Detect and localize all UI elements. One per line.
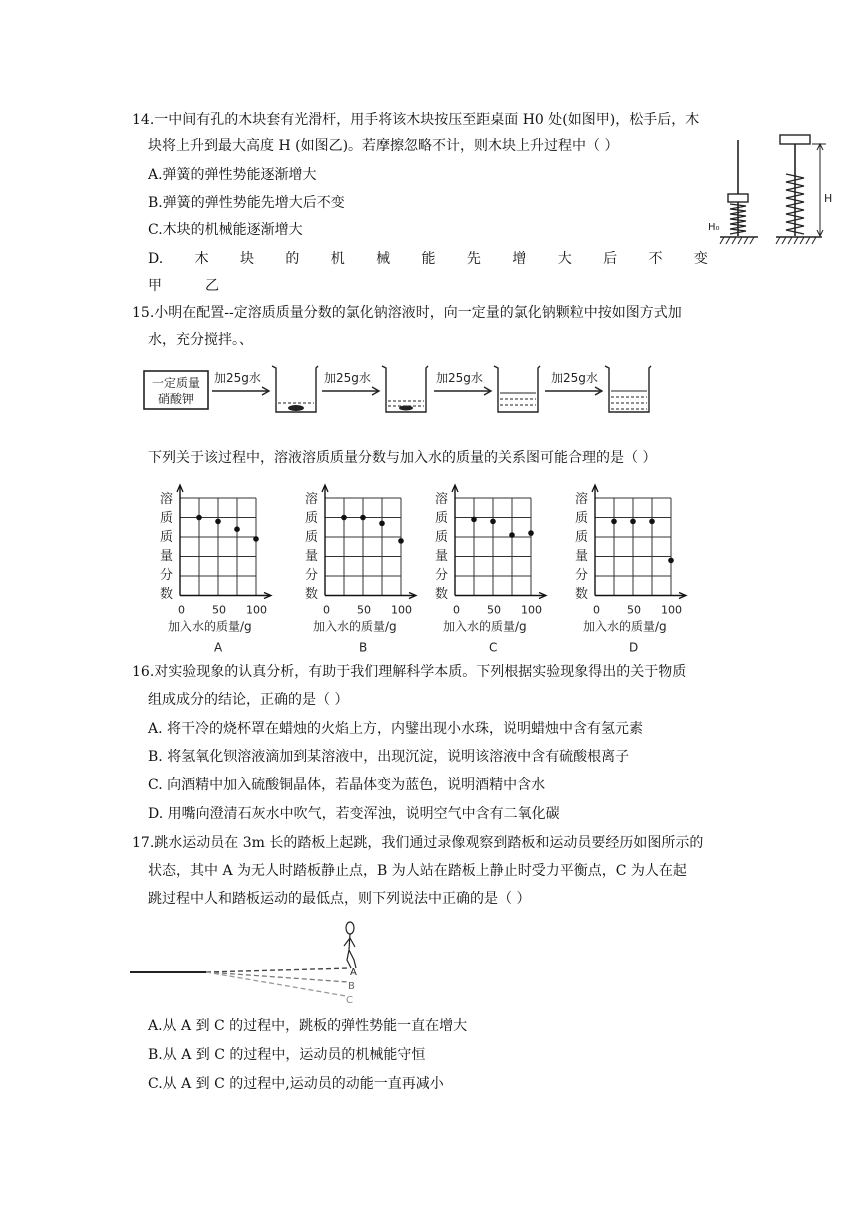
q15-question: 下列关于该过程中，溶液溶质质量分数与加入水的质量的关系图可能合理的是（ ） xyxy=(148,450,657,466)
q15-graph-dot xyxy=(215,519,221,525)
q15-graph-tick: 50 xyxy=(357,603,371,617)
q14-option-d-char: 械 xyxy=(376,251,391,267)
q15-graph-xlabel: 加入水的质量/g xyxy=(168,619,252,634)
q15-graph-tick: 0 xyxy=(178,603,185,617)
q15-graph-ylabel-char: 溶 xyxy=(305,492,319,507)
q15-graph-dot xyxy=(196,515,202,521)
q15-graph-ylabel-char: 质 xyxy=(435,511,449,526)
q15-graph-ylabel-char: 质 xyxy=(160,530,174,545)
q14-option-d-char: 木 xyxy=(194,251,209,267)
q17-point-a: A xyxy=(350,967,357,978)
q15-graph-ylabel-char: 质 xyxy=(575,511,589,526)
q15-graph-dot xyxy=(379,521,385,527)
q15-graph-dot xyxy=(668,558,674,564)
q16-stem-line1: 16.对实验现象的认真分析，有助于我们理解科学本质。下列根据实验现象得出的关于物质 xyxy=(132,664,687,680)
q14-spring-figure xyxy=(700,128,840,252)
q15-graph-d xyxy=(575,485,686,655)
q15-arrow-label-2: 加25g水 xyxy=(324,371,371,385)
q17-option-a: A.从 A 到 C 的过程中，跳板的弹性势能一直在增大 xyxy=(148,1018,468,1034)
q15-graph-ylabel-char: 质 xyxy=(575,530,589,545)
q15-graph-tick: 0 xyxy=(323,603,330,617)
q15-graph-dot xyxy=(630,519,636,525)
q15-graph-xlabel: 加入水的质量/g xyxy=(443,619,527,634)
q15-graph-letter: A xyxy=(214,640,223,655)
q15-graph-tick: 100 xyxy=(521,603,542,617)
q16-option-a: A. 将干冷的烧杯罩在蜡烛的火焰上方，内鐾出现小水珠，说明蜡烛中含有氢元素 xyxy=(148,721,644,737)
q15-graph-dot xyxy=(471,517,477,523)
q15-graph-tick: 50 xyxy=(627,603,641,617)
q14-option-d-char: 大 xyxy=(557,251,572,267)
q15-graph-tick: 50 xyxy=(487,603,501,617)
q15-graph-xlabel: 加入水的质量/g xyxy=(313,619,397,634)
q17-stem-line3: 跳过程中人和踏板运动的最低点，则下列说法中正确的是（ ） xyxy=(148,891,531,907)
q15-graph-letter: C xyxy=(489,640,498,655)
q14-option-d-char: 不 xyxy=(648,251,663,267)
q15-graph-ylabel-char: 溶 xyxy=(575,492,589,507)
q15-graph-ylabel-char: 质 xyxy=(160,511,174,526)
q15-graph-ylabel-char: 量 xyxy=(575,549,589,564)
q16-option-b: B. 将氢氧化钡溶液滴加到某溶液中，出现沉淀，说明该溶液中含有硫酸根离子 xyxy=(148,749,630,765)
q17-diving-board-figure xyxy=(128,916,368,1006)
q15-graph-ylabel-char: 数 xyxy=(305,587,319,602)
q15-graph-ylabel-char: 质 xyxy=(435,530,449,545)
q15-graph-xlabel: 加入水的质量/g xyxy=(583,619,667,634)
q14-option-d-char: 变 xyxy=(693,251,708,267)
q15-graph-ylabel-char: 溶 xyxy=(160,492,174,507)
q14-option-c: C.木块的机械能逐渐增大 xyxy=(148,222,303,238)
q14-option-d-char: 增 xyxy=(512,251,527,267)
q15-graph-dot xyxy=(341,515,347,521)
q16-option-d: D. 用嘴向澄清石灰水中吹气，若变浑浊，说明空气中含有二氧化碳 xyxy=(148,806,560,822)
q14-h-label: H xyxy=(824,192,833,205)
q15-graph-ylabel-char: 分 xyxy=(575,568,589,583)
q15-graph-ylabel-char: 质 xyxy=(305,530,319,545)
q15-graph-dot xyxy=(490,519,496,525)
q17-stem-line1: 17.跳水运动员在 3m 长的踏板上起跳，我们通过录像观察到踏板和运动员要经历如图所示的 xyxy=(132,835,704,851)
q15-graph-ylabel-char: 分 xyxy=(435,568,449,583)
q15-box-line2: 硝酸钾 xyxy=(157,392,195,406)
q15-graph-tick: 0 xyxy=(453,603,460,617)
q15-box-line1: 一定质量 xyxy=(151,376,201,390)
q15-graph-ylabel-char: 数 xyxy=(160,587,174,602)
q15-graph-ylabel-char: 溶 xyxy=(435,492,449,507)
q15-graph-tick: 100 xyxy=(661,603,682,617)
q15-graph-tick: 50 xyxy=(212,603,226,617)
q15-graph-dot xyxy=(528,530,534,536)
q15-graph-dot xyxy=(649,519,655,525)
q14-caption-yi: 乙 xyxy=(205,278,219,294)
q15-graph-dot xyxy=(398,538,404,544)
q14-option-d-char: 能 xyxy=(421,251,436,267)
q15-graph-ylabel-char: 量 xyxy=(435,549,449,564)
q15-graph-ylabel-char: 量 xyxy=(160,549,174,564)
q15-graph-tick: 0 xyxy=(593,603,600,617)
q16-option-c: C. 向酒精中加入硫酸铜晶体，若晶体变为蓝色，说明酒精中含水 xyxy=(148,777,546,793)
q17-option-c: C.从 A 到 C 的过程中,运动员的动能一直再减小 xyxy=(148,1076,444,1092)
q15-graph-tick: 100 xyxy=(391,603,412,617)
q15-graph-ylabel-char: 量 xyxy=(305,549,319,564)
q15-graph-ylabel-char: 质 xyxy=(305,511,319,526)
q15-graph-ylabel-char: 数 xyxy=(435,587,449,602)
q15-arrow-label-3: 加25g水 xyxy=(436,371,483,385)
q14-option-d-char: 块 xyxy=(239,251,254,267)
q15-arrow-label-4: 加25g水 xyxy=(551,371,598,385)
q14-option-d xyxy=(148,249,708,269)
q14-option-a: A.弹簧的弹性势能逐渐增大 xyxy=(148,167,317,183)
q14-option-d-char: 先 xyxy=(466,251,481,267)
q15-graph-c xyxy=(435,485,546,655)
q17-point-b: B xyxy=(348,981,355,992)
q15-graph-dot xyxy=(509,532,515,538)
q14-option-b: B.弹簧的弹性势能先增大后不变 xyxy=(148,195,345,211)
q14-h0-label: H₀ xyxy=(708,222,720,233)
q15-stem-line2: 水，充分搅拌。、 xyxy=(148,332,253,348)
q14-caption-jia: 甲 xyxy=(148,278,162,294)
q15-process-figure xyxy=(140,360,700,420)
q15-graph-dot xyxy=(611,519,617,525)
q15-graph-dot xyxy=(360,515,366,521)
q14-option-d-char: 后 xyxy=(603,251,618,267)
q15-graph-letter: D xyxy=(629,640,639,655)
q15-graph-ylabel-char: 分 xyxy=(305,568,319,583)
q15-graph-a xyxy=(160,485,271,655)
q17-option-b: B.从 A 到 C 的过程中，运动员的机械能守恒 xyxy=(148,1047,426,1063)
q15-graphs xyxy=(150,478,690,655)
q14-option-d-char: D. xyxy=(148,251,164,267)
q17-stem-line2: 状态，其中 A 为无人时踏板静止点，B 为人站在踏板上静止时受力平衡点，C 为人在起 xyxy=(148,863,687,879)
q16-stem-line2: 组成成分的结论，正确的是（ ） xyxy=(148,692,349,708)
q15-graph-letter: B xyxy=(359,640,368,655)
q15-stem-line1: 15.小明在配置--定溶质质量分数的氯化钠溶液时，向一定量的氯化钠颗粒中按如图方式加 xyxy=(132,305,682,321)
q14-stem-line1: 14.一中间有孔的木块套有光滑杆，用手将该木块按压至距桌面 H0 处(如图甲)，松手后，木 xyxy=(132,112,700,128)
q15-graph-tick: 100 xyxy=(246,603,267,617)
q15-graph-b xyxy=(305,485,416,655)
q15-graph-ylabel-char: 分 xyxy=(160,568,174,583)
q17-point-c: C xyxy=(346,995,353,1006)
q14-stem-line2: 块将上升到最大高度 H (如图乙)。若摩擦忽略不计，则木块上升过程中（ ） xyxy=(148,138,619,154)
q15-graph-ylabel-char: 数 xyxy=(575,587,589,602)
q14-option-d-char: 的 xyxy=(285,251,300,267)
q15-graph-dot xyxy=(253,536,259,542)
q15-graph-dot xyxy=(234,526,240,532)
q15-arrow-label-1: 加25g水 xyxy=(214,371,261,385)
q14-option-d-char: 机 xyxy=(330,251,345,267)
